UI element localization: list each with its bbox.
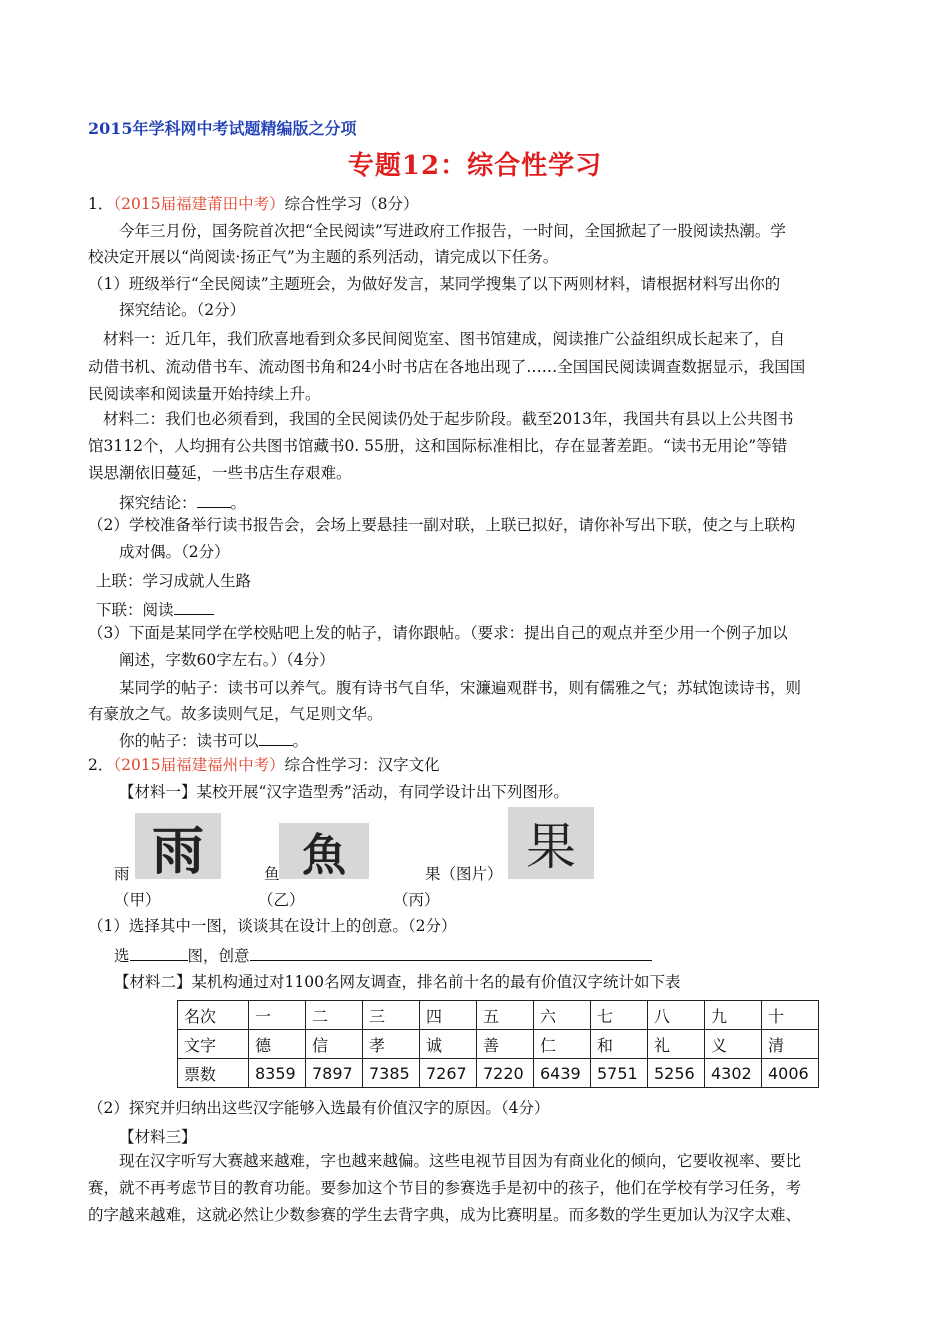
answer-blank[interactable]	[174, 598, 214, 615]
reply-end: 。	[292, 732, 309, 750]
answer-blank[interactable]	[250, 944, 652, 961]
table-cell: 8359	[249, 1059, 306, 1088]
table-cell: 清	[762, 1030, 819, 1059]
table-row	[178, 1059, 819, 1088]
question-number: 2．	[88, 756, 114, 774]
task-2-prompt: （2）学校准备举行读书报告会，会场上要悬挂一副对联，上联已拟好，请你补写出下联，使之与上联构	[88, 516, 796, 534]
table-cell: 7897	[306, 1059, 363, 1088]
table-cell: 6439	[534, 1059, 591, 1088]
table-cell: 5256	[648, 1059, 705, 1088]
question-2-heading	[88, 755, 440, 775]
reply-line	[119, 729, 308, 751]
table-cell: 信	[306, 1030, 363, 1059]
q2-task-2: （2）探究并归纳出这些汉字能够入选最有价值汉字的原因。（4分）	[88, 1099, 550, 1117]
table-cell: 孝	[363, 1030, 420, 1059]
table-cell: 7267	[420, 1059, 477, 1088]
intro-line: 今年三月份，国务院首次把“全民阅读”写进政府工作报告，一时间，全国掀起了一股阅读热潮。学	[119, 222, 786, 240]
task-2-prompt: 成对偶。（2分）	[119, 543, 230, 561]
table-cell: 礼	[648, 1030, 705, 1059]
table-row	[178, 1030, 819, 1059]
task-3-prompt: （3）下面是某同学在学校贴吧上发的帖子，请你跟帖。（要求：提出自己的观点并至少用一个例子加以	[88, 624, 788, 642]
conclusion-label: 探究结论：	[119, 494, 197, 512]
question-1-heading	[88, 194, 418, 214]
table-cell: 五	[477, 1001, 534, 1030]
forum-post: 某同学的帖子：读书可以养气。腹有诗书气自华，宋濂遍观群书，则有儒雅之气；苏轼饱读诗书，则	[119, 679, 802, 697]
table-cell: 7220	[477, 1059, 534, 1088]
material-2: 馆3112个，人均拥有公共图书馆藏书0. 55册，这和国际标准相比，存在显著差距。“读书无用论”等错	[88, 437, 788, 455]
q2-task-1: （1）选择其中一图，谈谈其在设计上的创意。（2分）	[88, 917, 457, 935]
material-three: 的字越来越难，这就必然让少数参赛的学生去背字典，成为比赛明星。而多数的学生更加认为汉字太难、	[88, 1206, 802, 1224]
design-tag: （甲）	[114, 891, 161, 909]
vote-table	[177, 1000, 819, 1088]
table-cell: 十	[762, 1001, 819, 1030]
table-cell: 六	[534, 1001, 591, 1030]
conclusion-line	[119, 491, 246, 513]
material-three: 赛，就不再考虑节目的教育功能。要参加这个节目的参赛选手是初中的孩子，他们在学校有学习任务，考	[88, 1179, 802, 1197]
table-cell: 九	[705, 1001, 762, 1030]
task-1-prompt: （1）班级举行“全民阅读”主题班会，为做好发言，某同学搜集了以下两则材料，请根据材料写出你的	[88, 275, 781, 293]
reply-label: 你的帖子：读书可以	[119, 732, 259, 750]
material-2: 误思潮依旧蔓延，一些书店生存艰难。	[88, 464, 352, 482]
lower-couplet-label: 下联：阅读	[96, 601, 174, 619]
rain-glyph-icon: 雨	[151, 821, 204, 879]
material-1: 材料一：近几年，我们欣喜地看到众多民间阅览室、图书馆建成，阅读推广公益组织成长起来了，自	[103, 330, 786, 348]
table-cell: 四	[420, 1001, 477, 1030]
table-cell: 诚	[420, 1030, 477, 1059]
table-cell: 德	[249, 1030, 306, 1059]
page-title: 专题12：综合性学习	[347, 151, 603, 181]
answer-blank[interactable]	[130, 944, 188, 961]
question-topic: 综合性学习：汉字文化	[284, 756, 440, 774]
material-two: 【材料二】某机构通过对1100名网友调查，排名前十名的最有价值汉字统计如下表	[114, 973, 681, 991]
design-tag: （乙）	[258, 891, 305, 909]
fish-glyph-icon: 魚	[302, 830, 346, 879]
material-1: 民阅读率和阅读量开始持续上升。	[88, 385, 321, 403]
design-image-rain	[135, 813, 221, 879]
doc-header: 2015年学科网中考试题精编版之分项	[88, 119, 357, 138]
answer-blank[interactable]	[259, 729, 293, 746]
material-1: 动借书机、流动借书车、流动图书角和24小时书店在各地出现了……全国国民阅读调查数据显示，我国国	[88, 358, 806, 376]
material-three-label: 【材料三】	[119, 1128, 197, 1146]
table-cell: 仁	[534, 1030, 591, 1059]
design-char-fish: 鱼	[264, 865, 280, 883]
table-cell: 三	[363, 1001, 420, 1030]
question-source: （2015届福建莆田中考）	[113, 195, 285, 213]
material-three: 现在汉字听写大赛越来越难，字也越来越偏。这些电视节目因为有商业化的倾向，它要收视率、要比	[119, 1152, 802, 1170]
table-cell: 八	[648, 1001, 705, 1030]
design-image-fish	[279, 823, 369, 879]
lower-couplet	[96, 598, 214, 620]
table-row-header: 名次	[178, 1001, 249, 1030]
question-topic: 综合性学习（8分）	[284, 195, 419, 213]
question-source: （2015届福建福州中考）	[113, 756, 285, 774]
question-number: 1．	[88, 195, 114, 213]
task-3-prompt: 阐述，字数60字左右。）（4分）	[119, 651, 335, 669]
choose-label: 选	[114, 947, 130, 965]
table-cell: 4006	[762, 1059, 819, 1088]
fruit-glyph-icon: 果	[526, 818, 576, 876]
design-image-fruit	[508, 807, 594, 879]
conclusion-end: 。	[230, 494, 247, 512]
table-cell: 4302	[705, 1059, 762, 1088]
table-cell: 善	[477, 1030, 534, 1059]
table-cell: 二	[306, 1001, 363, 1030]
table-cell: 七	[591, 1001, 648, 1030]
table-row-header: 文字	[178, 1030, 249, 1059]
choose-line	[114, 944, 652, 966]
design-char-rain: 雨	[114, 865, 130, 883]
intro-line: 校决定开展以“尚阅读·扬正气”为主题的系列活动，请完成以下任务。	[88, 248, 559, 266]
table-cell: 和	[591, 1030, 648, 1059]
material-one: 【材料一】某校开展“汉字造型秀”活动，有同学设计出下列图形。	[119, 783, 569, 801]
task-1-prompt: 探究结论。（2分）	[119, 301, 246, 319]
table-cell: 5751	[591, 1059, 648, 1088]
design-tag: （丙）	[393, 891, 440, 909]
answer-blank[interactable]	[197, 491, 231, 508]
upper-couplet: 上联：学习成就人生路	[96, 572, 252, 590]
table-cell: 义	[705, 1030, 762, 1059]
table-row	[178, 1001, 819, 1030]
table-cell: 7385	[363, 1059, 420, 1088]
table-cell: 一	[249, 1001, 306, 1030]
table-row-header: 票数	[178, 1059, 249, 1088]
forum-post: 有豪放之气。故多读则气足，气足则文华。	[88, 705, 383, 723]
material-2: 材料二：我们也必须看到，我国的全民阅读仍处于起步阶段。截至2013年，我国共有县以上公共图书	[103, 410, 794, 428]
design-char-fruit: 果（图片）	[425, 865, 503, 883]
choose-mid-label: 图，创意	[187, 947, 250, 965]
